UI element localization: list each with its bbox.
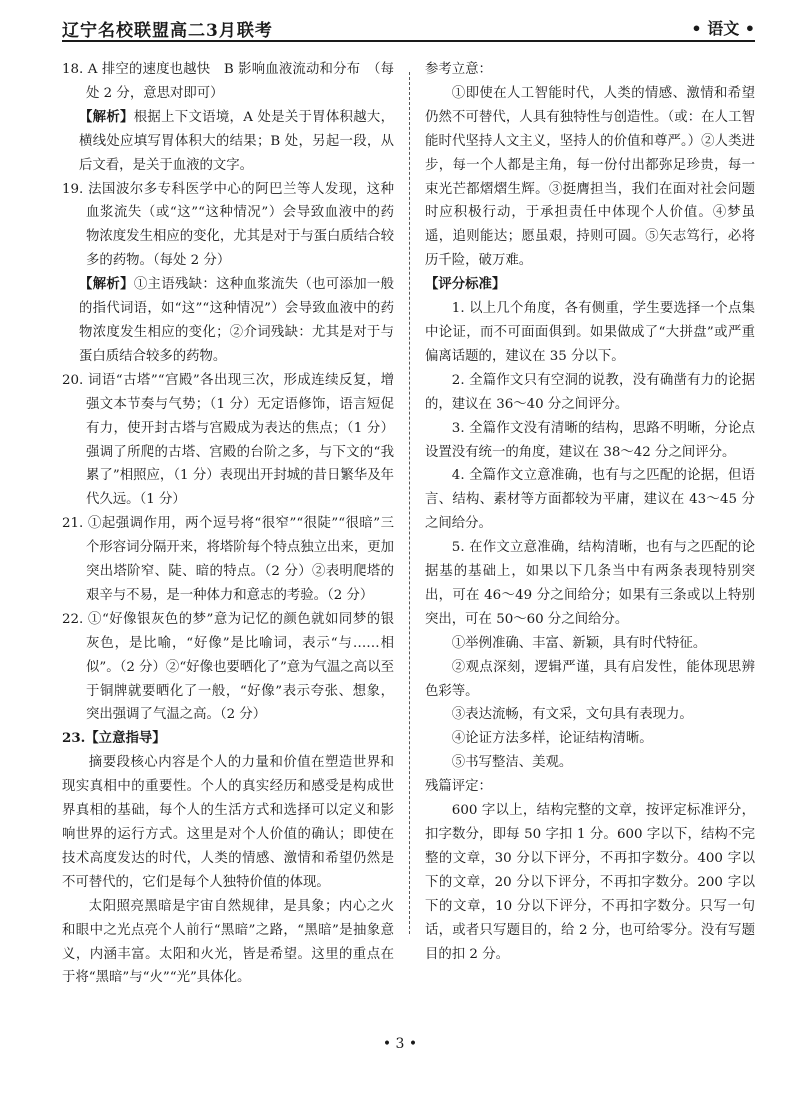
incomplete-essay-title: 残篇评定： (425, 779, 492, 795)
page-number: • 3 • (382, 1036, 418, 1052)
page-header (62, 14, 755, 42)
scoring-item-1: 1. 以上几个角度，各有侧重，学生要选择一个点集中论证，而不可面面俱到。如果做成了“大拼盘”或严重偏离话题的，建议在 35 分以下。 (425, 301, 755, 364)
analysis-19-text: ①主语残缺：这种血浆流失（也可添加一般的指代词语，如“这”“这种情况”）会导致血液中的药物浓度发生相应的变化；②介词残缺：尤其是对于与蛋白质结合较多的药物。 (79, 277, 395, 364)
answer-23-paragraph-1: 摘要段核心内容是个人的力量和价值在塑造世界和现实真相中的重要性。个人的真实经历和感受是构成世界真相的基础，每个人的生活方式和选择可以定义和影响世界的运行方式。这里是对个人价值的确认；即使在技术高度发达的时代，人类的情感、激情和希望仍然是不可替代的，它们是每个人独特价值的体现。 (62, 755, 394, 890)
criterion-1: ①举例准确、丰富、新颖，具有时代特征。 (451, 635, 707, 651)
left-column (62, 58, 394, 990)
reference-title: 参考立意： (425, 62, 492, 77)
answer-20: 20. 词语“古塔”“宫殿”各出现三次，形成连续反复，增强文本节奏与气势；（1 分）无定语修饰，语言短促有力，使开封古塔与宫殿成为表达的焦点；（1 分）强调了所爬的古塔、宫殿的台阶之多，与下文的“我累了”相照应，（1 分）表现出开封城的昔日繁华及年代久远。（1 分） (62, 372, 394, 508)
answer-23-heading: 23.【立意指导】 (62, 730, 166, 747)
scoring-item-5: 5. 在作文立意准确，结构清晰，也有与之匹配的论据基的基础上，如果以下几条当中有两条表现特别突出，可在 46～49 分之间给分；如果有三条或以上特别突出，可在 50～60 分之间给分。 (425, 540, 755, 627)
answer-23-paragraph-2: 太阳照亮黑暗是宇宙自然规律，是具象；内心之火和眼中之光点亮个人前行“黑暗”之路，“黑暗”是抽象意义，内涵丰富。太阳和火光，皆是希望。这里的重点在于将“黑暗”与“火”“光”具体化。 (62, 898, 394, 986)
answer-22: 22. ①“好像银灰色的梦”意为记忆的颜色就如同梦的银灰色，是比喻，“好像”是比喻词，表示“与……相似”。（2 分）②“好像也要晒化了”意为气温之高以至于铜牌就要晒化了一般，“好像”表示夸张、想象，突出强调了气温之高。（2 分） (62, 611, 394, 723)
scoring-item-3: 3. 全篇作文没有清晰的结构，思路不明晰，分论点设置没有统一的角度，建议在 38～42 分之间评分。 (425, 420, 755, 460)
incomplete-essay-text: 600 字以上，结构完整的文章，按评定标准评分，扣字数分，即每 50 字扣 1 分。600 字以下，结构不完整的文章，30 分以下评分，不再扣字数分。400 字以下的文章，20 分以下评分，不再扣字数分。200 字以下的文章，10 分以下评分，不再扣字数分。只写一句话，或者只写题目的，给 2 分，也可给零分。没有写题目的扣 2 分。 (425, 803, 755, 962)
criterion-5: ⑤书写整洁、美观。 (451, 755, 573, 771)
criterion-4: ④论证方法多样，论证结构清晰。 (451, 731, 653, 747)
right-column (425, 58, 755, 966)
analysis-18-text: 根据上下文语境，A 处是关于胃体积越大，横线处应填写胃体积大的结果；B 处，另起一段，从后文看，是关于血液的文字。 (79, 109, 394, 173)
analysis-18 (62, 106, 394, 178)
column-divider (409, 72, 410, 934)
answer-19: 19. 法国波尔多专科医学中心的阿巴兰等人发现，这种血浆流失（或“这”“这种情况”）会导致血液中的药物浓度发生相应的变化，尤其是对于与蛋白质结合较多的药物。（每处 2 分） (62, 181, 394, 269)
analysis-19 (62, 273, 394, 369)
scoring-standard-title: 【评分标准】 (425, 276, 506, 293)
analysis-tag: 【解析】 (79, 108, 134, 125)
scoring-item-2: 2. 全篇作文只有空洞的说教，没有确凿有力的论据的，建议在 36～40 分之间评分。 (425, 372, 755, 412)
analysis-tag: 【解析】 (79, 276, 134, 293)
subject-label: • 语文 • (691, 19, 755, 38)
answer-21: 21. ①起强调作用，两个逗号将“很窄”“很陡”“很暗”三个形容词分隔开来，将塔阶每个特点独立出来，更加突出塔阶窄、陡、暗的特点。（2 分）②表明爬塔的艰辛与不易，是一种体力和意志的考验。（2 分） (62, 516, 394, 603)
exam-title: 辽宁名校联盟高二3月联考 (62, 21, 273, 41)
scoring-item-4: 4. 全篇作文立意准确，也有与之匹配的论据，但语言、结构、素材等方面都较为平庸，建议在 43～45 分之间给分。 (425, 468, 755, 532)
answer-18: 18. A 排空的速度也越快 B 影响血液流动和分布 （每处 2 分，意思对即可） (62, 62, 394, 101)
reference-text: ①即使在人工智能时代，人类的情感、激情和希望仍然不可替代，人具有独特性与创造性。（或：在人工智能时代坚持人文主义，坚持人的价值和尊严。）②人类进步，每一个人都是主角，每一份付出都弥足珍贵，每一束光芒都熠熠生辉。③挺膺担当，我们在面对社会问题时应积极行动，于承担责任中体现个人价值。④梦虽遥，追则能达；愿虽艰，持则可圆。⑤矢志笃行，必将历千险，破万难。 (425, 85, 755, 269)
criterion-3: ③表达流畅，有文采，文句具有表现力。 (451, 707, 693, 723)
criterion-2: ②观点深刻，逻辑严谨，具有启发性，能体现思辨色彩等。 (425, 659, 755, 699)
